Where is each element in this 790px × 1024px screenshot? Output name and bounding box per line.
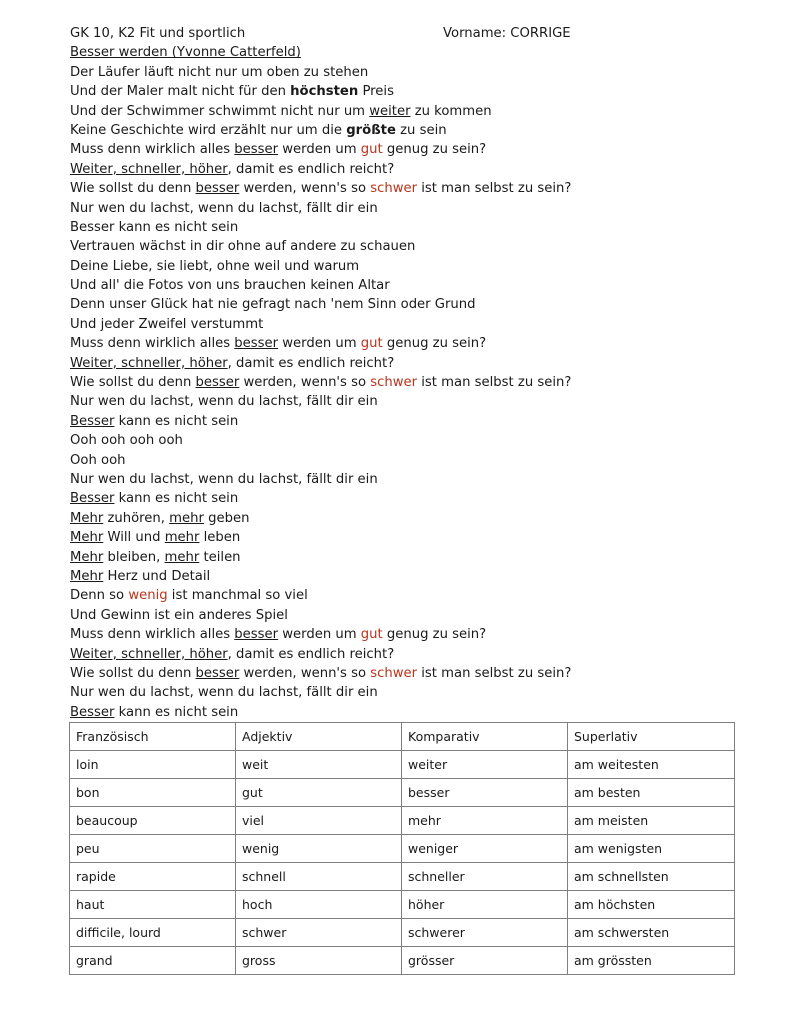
underlined-word: besser bbox=[234, 336, 279, 352]
lyric-text: werden, wenn's so bbox=[239, 375, 371, 391]
table-cell: am besten bbox=[568, 779, 735, 807]
table-cell: am höchsten bbox=[568, 891, 735, 919]
table-cell: mehr bbox=[402, 807, 568, 835]
column-header-franzoesisch: Französisch bbox=[70, 723, 236, 751]
lyric-text: Preis bbox=[358, 84, 394, 100]
table-cell: wenig bbox=[236, 835, 402, 863]
lyric-text: Besser kann es nicht sein bbox=[70, 219, 239, 235]
highlighted-word: schwer bbox=[370, 375, 418, 391]
lyric-text: leben bbox=[199, 530, 241, 546]
table-row bbox=[70, 807, 735, 835]
lyric-text: werden um bbox=[278, 336, 361, 352]
lyric-text: Und all' die Fotos von uns brauchen keinen Altar bbox=[70, 278, 390, 294]
lyric-text: Keine Geschichte wird erzählt nur um die bbox=[70, 122, 347, 138]
lyric-text: ist manchmal so viel bbox=[167, 588, 308, 604]
underlined-word: Besser werden (Yvonne Catterfeld) bbox=[70, 45, 301, 61]
lyric-line bbox=[70, 63, 734, 82]
lyric-text: Und der Maler malt nicht für den bbox=[70, 84, 291, 100]
lyric-line bbox=[70, 645, 734, 664]
underlined-word: besser bbox=[195, 665, 240, 681]
lyric-line bbox=[70, 567, 734, 586]
lyric-line bbox=[70, 703, 734, 722]
lyric-line bbox=[70, 489, 734, 508]
table-cell: höher bbox=[402, 891, 568, 919]
underlined-word: besser bbox=[195, 375, 240, 391]
lyric-text: werden um bbox=[278, 142, 361, 158]
underlined-word: mehr bbox=[169, 510, 204, 526]
lyric-text: genug zu sein? bbox=[382, 142, 487, 158]
lyric-line bbox=[70, 237, 734, 256]
lyric-line bbox=[70, 392, 734, 411]
highlighted-word: gut bbox=[360, 142, 383, 158]
lyric-text: genug zu sein? bbox=[382, 627, 487, 643]
underlined-word: Weiter, schneller, höher bbox=[70, 646, 228, 662]
highlighted-word: wenig bbox=[128, 588, 168, 604]
lyric-text: kann es nicht sein bbox=[114, 704, 239, 720]
lyric-text: Muss denn wirklich alles bbox=[70, 627, 235, 643]
highlighted-word: schwer bbox=[370, 665, 418, 681]
lyric-line bbox=[70, 548, 734, 567]
bold-word: größte bbox=[346, 122, 396, 138]
lyric-line bbox=[70, 664, 734, 683]
lyric-line bbox=[70, 683, 734, 702]
underlined-word: besser bbox=[234, 142, 279, 158]
lyric-text: Wie sollst du denn bbox=[70, 665, 196, 681]
table-cell: besser bbox=[402, 779, 568, 807]
table-row bbox=[70, 863, 735, 891]
underlined-word: Mehr bbox=[70, 568, 104, 584]
worksheet-header bbox=[70, 24, 734, 43]
lyric-text: kann es nicht sein bbox=[114, 491, 239, 507]
table-cell: schwerer bbox=[402, 919, 568, 947]
table-row bbox=[70, 779, 735, 807]
lyric-text: Denn unser Glück hat nie gefragt nach 'nem Sinn oder Grund bbox=[70, 297, 476, 313]
lyric-text: zu kommen bbox=[410, 103, 492, 119]
lyric-line bbox=[70, 199, 734, 218]
column-header-superlativ: Superlativ bbox=[568, 723, 735, 751]
highlighted-word: gut bbox=[360, 627, 383, 643]
student-name-field: Vorname: CORRIGE bbox=[443, 26, 571, 41]
underlined-word: Weiter, schneller, höher bbox=[70, 355, 228, 371]
underlined-word: Besser bbox=[70, 704, 115, 720]
lyric-line bbox=[70, 218, 734, 237]
lyric-text: Und jeder Zweifel verstummt bbox=[70, 316, 264, 332]
lyric-line bbox=[70, 334, 734, 353]
lyric-text: zuhören, bbox=[103, 510, 170, 526]
table-cell: difficile, lourd bbox=[70, 919, 236, 947]
lyric-line bbox=[70, 315, 734, 334]
table-row bbox=[70, 891, 735, 919]
lyric-text: Will und bbox=[103, 530, 165, 546]
table-cell: schnell bbox=[236, 863, 402, 891]
lyric-text: Und der Schwimmer schwimmt nicht nur um bbox=[70, 103, 370, 119]
lyric-text: Nur wen du lachst, wenn du lachst, fällt dir ein bbox=[70, 685, 378, 701]
lyric-line bbox=[70, 140, 734, 159]
lyric-line bbox=[70, 451, 734, 470]
table-cell: grösser bbox=[402, 947, 568, 975]
lyric-text: kann es nicht sein bbox=[114, 413, 239, 429]
lyric-text: Nur wen du lachst, wenn du lachst, fällt dir ein bbox=[70, 394, 378, 410]
lyric-text: Vertrauen wächst in dir ohne auf andere zu schauen bbox=[70, 239, 416, 255]
lyric-text: ist man selbst zu sein? bbox=[417, 665, 572, 681]
lyric-text: bleiben, bbox=[103, 549, 165, 565]
table-cell: weit bbox=[236, 751, 402, 779]
lyric-text: geben bbox=[203, 510, 250, 526]
table-cell: am schnellsten bbox=[568, 863, 735, 891]
lyric-text: werden um bbox=[278, 627, 361, 643]
table-cell: weiter bbox=[402, 751, 568, 779]
lyric-text: ist man selbst zu sein? bbox=[417, 181, 572, 197]
bold-word: höchsten bbox=[290, 84, 359, 100]
lyric-line bbox=[70, 354, 734, 373]
highlighted-word: gut bbox=[360, 336, 383, 352]
table-cell: weniger bbox=[402, 835, 568, 863]
lyric-text: Deine Liebe, sie liebt, ohne weil und warum bbox=[70, 258, 360, 274]
underlined-word: Weiter, schneller, höher bbox=[70, 161, 228, 177]
highlighted-word: schwer bbox=[370, 181, 418, 197]
lyric-line bbox=[70, 509, 734, 528]
lyric-line bbox=[70, 586, 734, 605]
table-cell: schneller bbox=[402, 863, 568, 891]
lyric-text: Nur wen du lachst, wenn du lachst, fällt dir ein bbox=[70, 200, 378, 216]
lyric-text: Wie sollst du denn bbox=[70, 375, 196, 391]
lyric-line bbox=[70, 43, 734, 62]
lyric-line bbox=[70, 606, 734, 625]
lyric-text: Herz und Detail bbox=[103, 568, 211, 584]
lyric-line bbox=[70, 82, 734, 101]
column-header-komparativ: Komparativ bbox=[402, 723, 568, 751]
table-cell: haut bbox=[70, 891, 236, 919]
lyric-text: Ooh ooh ooh ooh bbox=[70, 433, 183, 449]
lyric-text: werden, wenn's so bbox=[239, 665, 371, 681]
lyric-line bbox=[70, 160, 734, 179]
table-row bbox=[70, 835, 735, 863]
underlined-word: weiter bbox=[369, 103, 411, 119]
table-cell: peu bbox=[70, 835, 236, 863]
song-lyrics bbox=[70, 43, 734, 722]
table-cell: grand bbox=[70, 947, 236, 975]
lyric-text: Ooh ooh bbox=[70, 452, 126, 468]
lyric-line bbox=[70, 257, 734, 276]
underlined-word: mehr bbox=[164, 530, 200, 546]
underlined-word: mehr bbox=[164, 549, 200, 565]
adjective-comparison-table bbox=[69, 722, 735, 975]
table-cell: rapide bbox=[70, 863, 236, 891]
table-cell: am wenigsten bbox=[568, 835, 735, 863]
lyric-text: , damit es endlich reicht? bbox=[227, 646, 395, 662]
table-row bbox=[70, 919, 735, 947]
lyric-line bbox=[70, 295, 734, 314]
lyric-line bbox=[70, 121, 734, 140]
table-cell: beaucoup bbox=[70, 807, 236, 835]
column-header-adjektiv: Adjektiv bbox=[236, 723, 402, 751]
lyric-line bbox=[70, 431, 734, 450]
lyric-line bbox=[70, 625, 734, 644]
lyric-text: , damit es endlich reicht? bbox=[227, 161, 395, 177]
underlined-word: Mehr bbox=[70, 530, 104, 546]
table-cell: schwer bbox=[236, 919, 402, 947]
underlined-word: Besser bbox=[70, 491, 115, 507]
underlined-word: Mehr bbox=[70, 549, 104, 565]
lyric-text: genug zu sein? bbox=[382, 336, 487, 352]
lyric-text: zu sein bbox=[395, 122, 447, 138]
lyric-line bbox=[70, 470, 734, 489]
table-cell: gut bbox=[236, 779, 402, 807]
table-cell: gross bbox=[236, 947, 402, 975]
lyric-text: Der Läufer läuft nicht nur um oben zu stehen bbox=[70, 64, 369, 80]
lyric-line bbox=[70, 276, 734, 295]
table-cell: viel bbox=[236, 807, 402, 835]
course-title: GK 10, K2 Fit und sportlich bbox=[70, 26, 246, 41]
table-row bbox=[70, 751, 735, 779]
table-cell: am schwersten bbox=[568, 919, 735, 947]
lyric-line bbox=[70, 179, 734, 198]
underlined-word: Mehr bbox=[70, 510, 104, 526]
lyric-text: , damit es endlich reicht? bbox=[227, 355, 395, 371]
lyric-text: werden, wenn's so bbox=[239, 181, 371, 197]
table-cell: bon bbox=[70, 779, 236, 807]
lyric-text: teilen bbox=[199, 549, 241, 565]
table-cell: am weitesten bbox=[568, 751, 735, 779]
lyric-text: ist man selbst zu sein? bbox=[417, 375, 572, 391]
table-cell: hoch bbox=[236, 891, 402, 919]
lyric-text: Muss denn wirklich alles bbox=[70, 142, 235, 158]
lyric-line bbox=[70, 102, 734, 121]
lyric-text: Muss denn wirklich alles bbox=[70, 336, 235, 352]
underlined-word: Besser bbox=[70, 413, 115, 429]
lyric-line bbox=[70, 412, 734, 431]
underlined-word: besser bbox=[195, 181, 240, 197]
table-cell: am grössten bbox=[568, 947, 735, 975]
table-header-row bbox=[70, 723, 735, 751]
lyric-line bbox=[70, 373, 734, 392]
table-cell: am meisten bbox=[568, 807, 735, 835]
table-cell: loin bbox=[70, 751, 236, 779]
lyric-line bbox=[70, 528, 734, 547]
lyric-text: Wie sollst du denn bbox=[70, 181, 196, 197]
lyric-text: Und Gewinn ist ein anderes Spiel bbox=[70, 607, 288, 623]
lyric-text: Nur wen du lachst, wenn du lachst, fällt dir ein bbox=[70, 471, 378, 487]
worksheet-page bbox=[70, 24, 734, 722]
table-row bbox=[70, 947, 735, 975]
underlined-word: besser bbox=[234, 627, 279, 643]
lyric-text: Denn so bbox=[70, 588, 129, 604]
